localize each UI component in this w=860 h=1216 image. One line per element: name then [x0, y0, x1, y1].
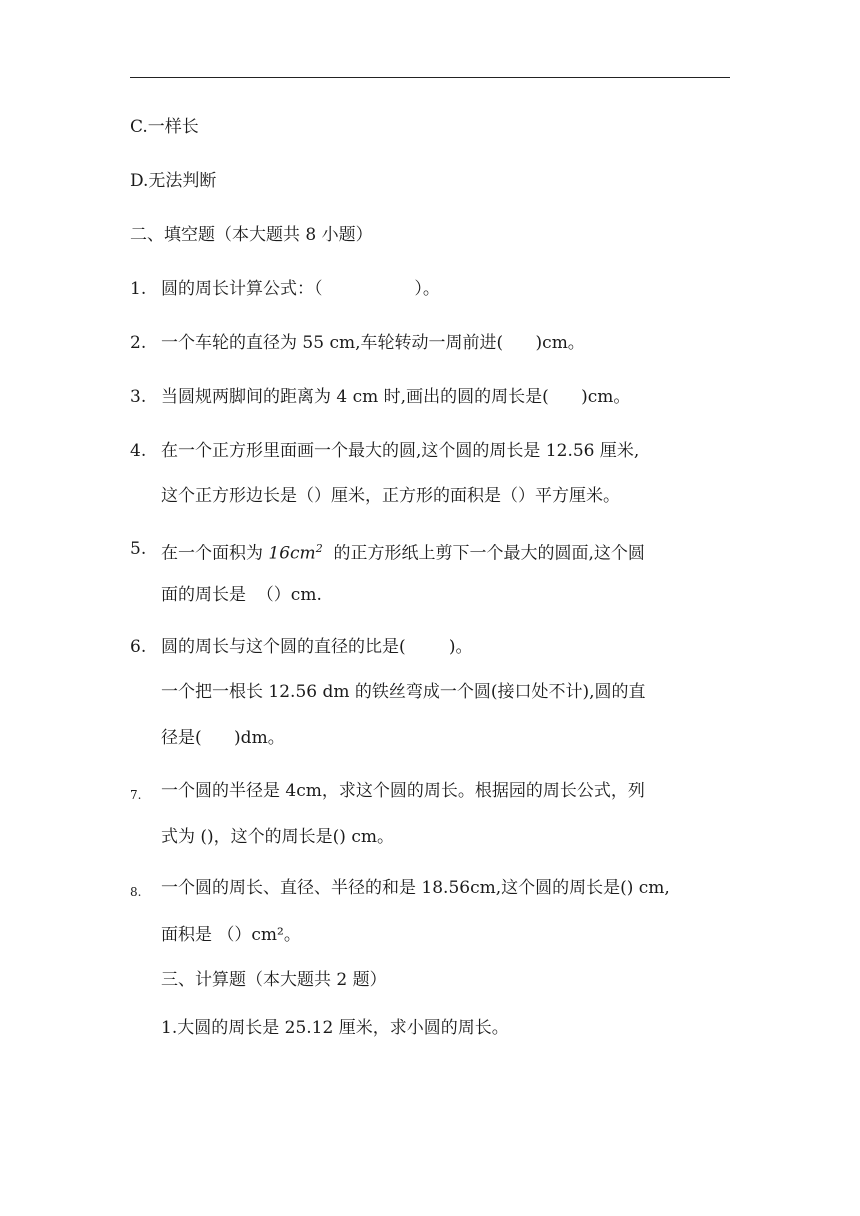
q5-number: 5.: [130, 539, 147, 559]
q6-line-1: 圆的周长与这个圆的直径的比是( )。: [161, 637, 473, 657]
q1-number: 1.: [130, 279, 147, 299]
q8-number: 8.: [130, 885, 142, 899]
q5-line-1: [161, 537, 645, 566]
q8-line-2: 面积是 （）cm²。: [161, 925, 301, 945]
section-3-question-1: 1.大圆的周长是 25.12 厘米，求小圆的周长。: [161, 1018, 509, 1038]
q5-math-superscript: 2: [315, 542, 323, 555]
section-3-title: 三、计算题（本大题共 2 题）: [161, 970, 387, 990]
q6-line-2: 一个把一根长 12.56 dm 的铁丝弯成一个圆(接口处不计),圆的直: [161, 682, 646, 702]
option-d: D.无法判断: [130, 171, 217, 191]
q7-number: 7.: [130, 788, 142, 802]
q3-text: 当圆规两脚间的距离为 4 cm 时,画出的圆的周长是( )cm。: [161, 387, 631, 407]
q7-line-1: 一个圆的半径是 4cm，求这个圆的周长。根据园的周长公式，列: [161, 781, 645, 801]
q2-text: 一个车轮的直径为 55 cm,车轮转动一周前进( )cm。: [161, 333, 585, 353]
header-rule: [130, 77, 730, 78]
q3-number: 3.: [130, 387, 147, 407]
q5-line-2: 面的周长是 （）cm.: [161, 585, 322, 605]
q1-text: 圆的周长计算公式：（ ）。: [161, 279, 440, 299]
section-2-title: 二、填空题（本大题共 8 小题）: [130, 225, 373, 245]
q8-line-1: 一个圆的周长、直径、半径的和是 18.56cm,这个圆的周长是() cm,: [161, 878, 670, 898]
q5-math-expression: 16cm: [268, 543, 316, 564]
q6-line-3: 径是( )dm。: [161, 728, 285, 748]
q7-line-2: 式为 ()，这个的周长是() cm。: [161, 827, 394, 847]
q6-number: 6.: [130, 637, 147, 657]
q4-line-1: 在一个正方形里面画一个最大的圆,这个圆的周长是 12.56 厘米,: [161, 441, 640, 461]
option-c: C.一样长: [130, 117, 199, 137]
q4-number: 4.: [130, 441, 147, 461]
q4-line-2: 这个正方形边长是（）厘米，正方形的面积是（）平方厘米。: [161, 486, 620, 506]
q5-text-before: 在一个面积为: [161, 543, 269, 564]
q5-text-after: 的正方形纸上剪下一个最大的圆面,这个圆: [322, 543, 645, 564]
q2-number: 2.: [130, 333, 147, 353]
